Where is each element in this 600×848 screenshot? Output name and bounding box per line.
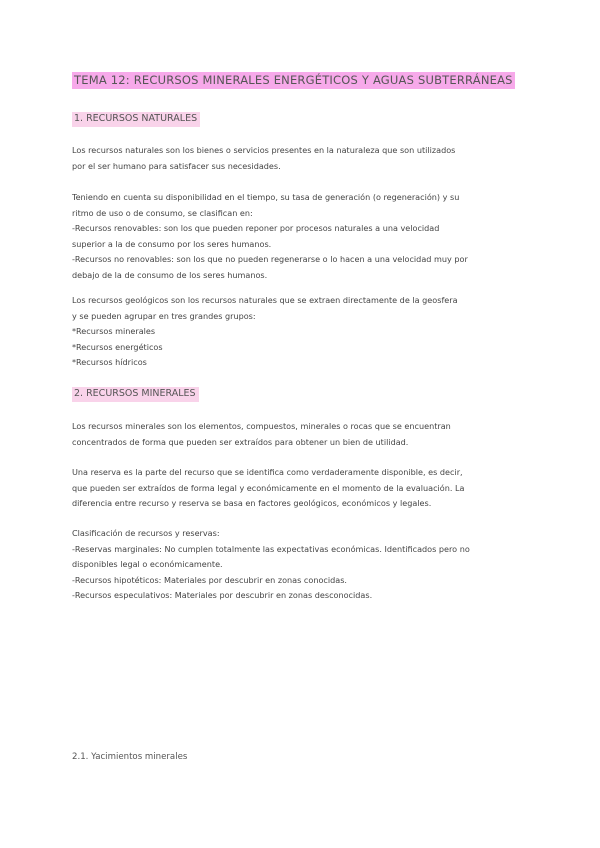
list-item: *Recursos energéticos <box>72 341 163 352</box>
text-line: superior a la de consumo por los seres humanos. <box>72 238 272 249</box>
text-line: debajo de la de consumo de los seres humanos. <box>72 269 268 280</box>
list-item: -Recursos hipotéticos: Materiales por descubrir en zonas conocidas. <box>72 574 347 585</box>
text-line: Teniendo en cuenta su disponibilidad en el tiempo, su tasa de generación (o regeneración) y su <box>72 192 460 202</box>
paragraph-classification-reserves <box>72 526 530 604</box>
text-line: concentrados de forma que pueden ser extraídos para obtener un bien de utilidad. <box>72 436 409 447</box>
text-line: diferencia entre recurso y reserva se basa en factores geológicos, económicos y legales. <box>72 498 432 509</box>
text-line: Una reserva es la parte del recurso que se identifica como verdaderamente disponible, es decir, <box>72 467 463 477</box>
paragraph-geological-resources <box>72 293 530 371</box>
paragraph-definition <box>72 143 530 174</box>
paragraph-reserve <box>72 465 530 512</box>
text-line: Los recursos minerales son los elementos, compuestos, minerales o rocas que se encuentran <box>72 421 451 431</box>
list-item: -Recursos especulativos: Materiales por descubrir en zonas desconocidas. <box>72 590 373 601</box>
text-line: -Recursos no renovables: son los que no pueden regenerarse o lo hacen a una velocidad muy por <box>72 254 468 265</box>
text-line: ritmo de uso o de consumo, se clasifican en: <box>72 207 253 218</box>
text-line: que pueden ser extraídos de forma legal y económicamente en el momento de la evaluación. La <box>72 482 465 493</box>
paragraph-classification <box>72 190 530 284</box>
text-line: por el ser humano para satisfacer sus necesidades. <box>72 160 281 171</box>
list-item: *Recursos hídricos <box>72 357 147 368</box>
text-line: Clasificación de recursos y reservas: <box>72 528 220 538</box>
text-line: Los recursos geológicos son los recursos naturales que se extraen directamente de la geosfera <box>72 295 458 305</box>
section-heading-recursos-naturales: 1. RECURSOS NATURALES <box>72 112 200 127</box>
text-line: Los recursos naturales son los bienes o servicios presentes en la naturaleza que son utilizados <box>72 145 456 155</box>
paragraph-mineral-resources <box>72 419 530 450</box>
subsection-heading-yacimientos: 2.1. Yacimientos minerales <box>72 752 188 762</box>
page-title: TEMA 12: RECURSOS MINERALES ENERGÉTICOS Y AGUAS SUBTERRÁNEAS <box>74 73 513 87</box>
text-line: disponibles legal o económicamente. <box>72 559 223 570</box>
section-heading-recursos-minerales: 2. RECURSOS MINERALES <box>72 387 199 402</box>
text-line: -Recursos renovables: son los que pueden reponer por procesos naturales a una velocidad <box>72 223 440 234</box>
text-line: y se pueden agrupar en tres grandes grupos: <box>72 310 256 321</box>
list-item: -Reservas marginales: No cumplen totalmente las expectativas económicas. Identificados pero no <box>72 543 470 554</box>
list-item: *Recursos minerales <box>72 326 156 337</box>
